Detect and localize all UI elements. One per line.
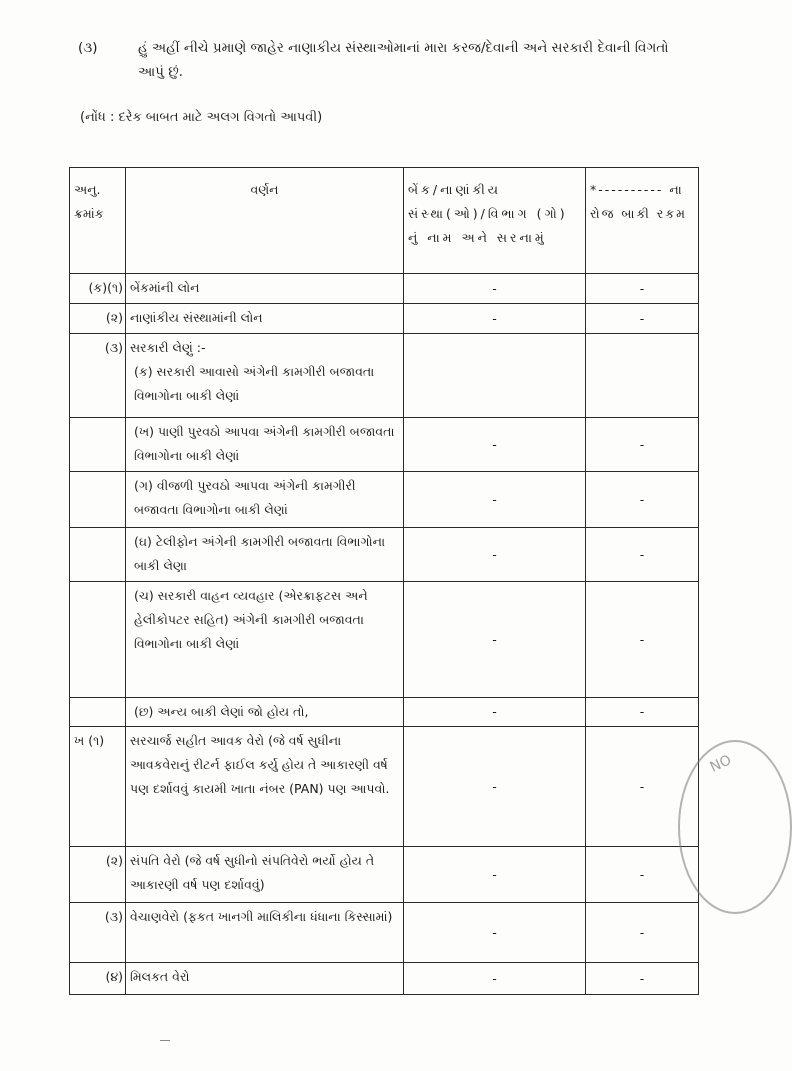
row-serial: (૩) (70, 334, 126, 418)
intro-text: હું અહીં નીચે પ્રમાણે જાહેર નાણાકીય સંસ્થાઓમાનાં મારા કરજ/દેવાની અને સરકારી દેવાની વિગતો આપું છું. (138, 40, 669, 80)
row-institution: - (404, 418, 586, 472)
liabilities-table (69, 167, 699, 995)
row-serial: (ક)(૧) (70, 274, 126, 304)
row-amount: - (586, 847, 699, 903)
row-serial: (૨) (70, 304, 126, 334)
row-amount: - (586, 472, 699, 528)
row-description: (ખ) પાણી પુરવઠો આપવા અંગેની કામગીરી બજાવતા વિભાગોના બાકી લેણાં (126, 418, 404, 472)
header-serial: અનુ. ક્રમાંક (70, 168, 126, 274)
intro-paragraph (78, 36, 698, 84)
row-amount: - (586, 418, 699, 472)
row-description: (ગ) વીજળી પુરવઠો આપવા અંગેની કામગીરી બજાવતા વિભાગોના બાકી લેણાં (126, 472, 404, 528)
row-institution: - (404, 847, 586, 903)
seal-text: NO (707, 752, 734, 776)
row-description: સરચાર્જ સહીત આવક વેરો (જે વર્ષ સુધીના આવકવેરાનું રીટર્ન ફાઈલ કર્યુ હોય તે આકારણી વર્ષ પણ દર્શાવવું કાયમી ખાતા નંબર (PAN) પણ આપવો. (126, 727, 404, 847)
row-description: (ચ) સરકારી વાહન વ્યવહાર (એરક્રાફટસ અને હેલીકોપટર સહિત) અંગેની કામગીરી બજાવતા વિભાગોના બાકી લેણાં (126, 582, 404, 698)
row-description: બેંકમાંની લોન (126, 274, 404, 304)
row-serial (70, 418, 126, 472)
govt-dues-heading: સરકારી લેણું :- (130, 340, 206, 355)
row-serial: (૨) (70, 847, 126, 903)
table-row (70, 582, 699, 698)
row-serial: (૩) (70, 903, 126, 963)
header-institution: બેંક/નાણાંકીય સંસ્થા(ઓ)/વિભાગ (ગો) નું નામ અને સરનામું (404, 168, 586, 274)
row-description: મિલકત વેરો (126, 963, 404, 995)
row-institution: - (404, 903, 586, 963)
row-serial (70, 698, 126, 727)
row-institution: - (404, 528, 586, 582)
table-row (70, 963, 699, 995)
header-description: વર્ણન (126, 168, 404, 274)
row-institution: - (404, 304, 586, 334)
govt-dues-housing: (ક) સરકારી આવાસો અંગેની કામગીરી બજાવતા વિભાગોના બાકી લેણાં (134, 364, 375, 403)
row-amount: - (586, 274, 699, 304)
row-description: સંપતિ વેરો (જે વર્ષ સુધીનો સંપતિવેરો ભર્યો હોય તે આકારણી વર્ષ પણ દર્શાવવું) (126, 847, 404, 903)
row-serial (70, 472, 126, 528)
official-seal-stamp (678, 740, 792, 914)
row-amount: - (586, 698, 699, 727)
table-header-row (70, 168, 699, 274)
table-row (70, 903, 699, 963)
table-row (70, 304, 699, 334)
row-description: (ઘ) ટેલીફોન અંગેની કામગીરી બજાવતા વિભાગોના બાકી લેણા (126, 528, 404, 582)
row-amount (586, 334, 699, 418)
table-row (70, 334, 699, 418)
table-row (70, 727, 699, 847)
table-row (70, 472, 699, 528)
header-amount: *---------- ના રોજ બાકી રકમ (586, 168, 699, 274)
row-amount: - (586, 903, 699, 963)
table-row (70, 418, 699, 472)
table-row (70, 847, 699, 903)
row-description (126, 334, 404, 418)
row-institution: - (404, 274, 586, 304)
row-serial (70, 528, 126, 582)
row-amount: - (586, 727, 699, 847)
row-institution: - (404, 582, 586, 698)
row-institution: - (404, 472, 586, 528)
stray-mark (160, 1040, 170, 1041)
table-row (70, 274, 699, 304)
row-institution: - (404, 727, 586, 847)
note-text: (નોંધ : દરેક બાબત માટે અલગ વિગતો આપવી) (80, 110, 323, 125)
row-serial: ખ (૧) (70, 727, 126, 847)
row-institution: - (404, 698, 586, 727)
row-serial (70, 582, 126, 698)
row-description: વેચાણવેરો (ફકત ખાનગી માલિકીના ધંધાના કિસ્સામાં) (126, 903, 404, 963)
row-description: (છ) અન્ય બાકી લેણાં જો હોય તો, (126, 698, 404, 727)
row-amount: - (586, 963, 699, 995)
row-serial: (૪) (70, 963, 126, 995)
table-row (70, 528, 699, 582)
table-row (70, 698, 699, 727)
row-description: નાણાંકીય સંસ્થામાંની લોન (126, 304, 404, 334)
intro-number: (૩) (78, 40, 98, 56)
row-institution (404, 334, 586, 418)
row-institution: - (404, 963, 586, 995)
row-amount: - (586, 304, 699, 334)
row-amount: - (586, 528, 699, 582)
row-amount: - (586, 582, 699, 698)
